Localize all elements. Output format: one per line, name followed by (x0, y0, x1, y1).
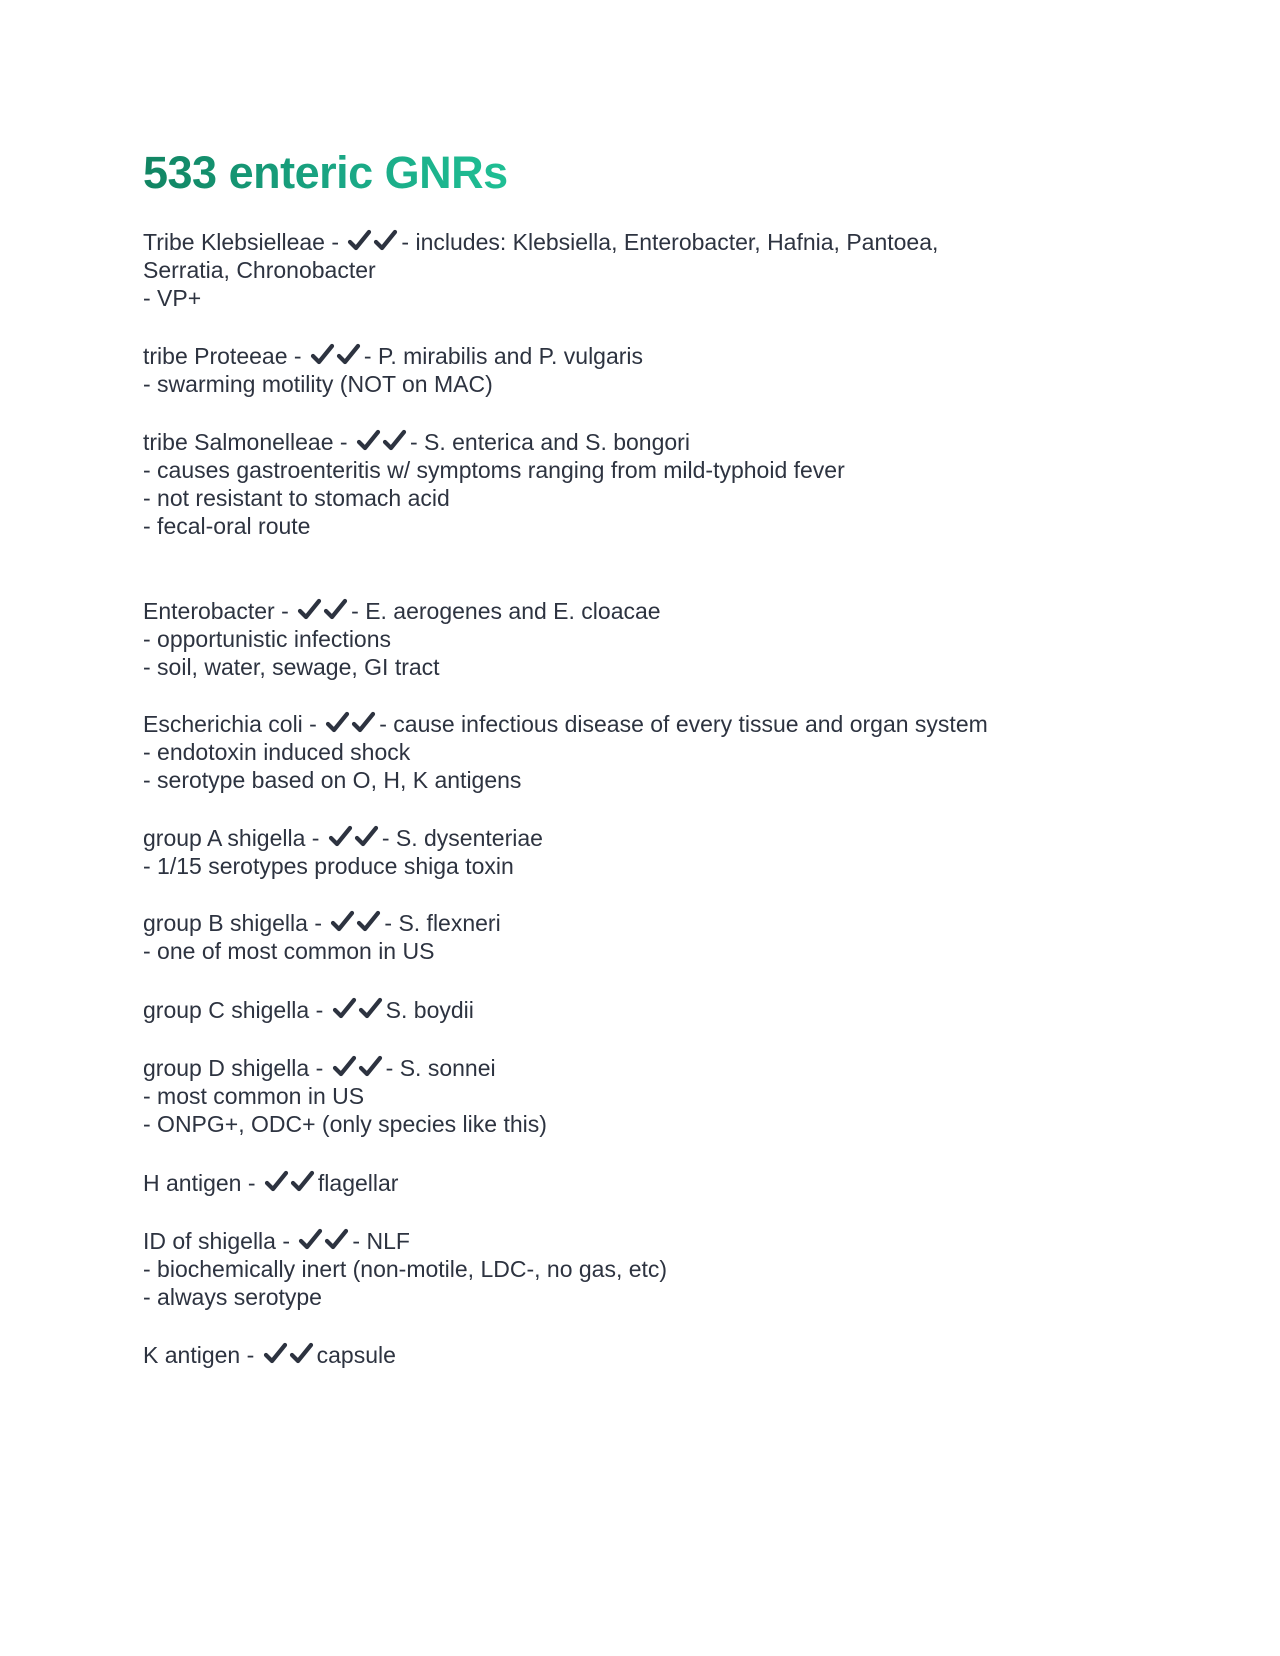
check-mark-icon (332, 997, 358, 1021)
card-first-line (143, 824, 1143, 852)
card-first-line (143, 428, 1143, 456)
check-mark-icon (310, 343, 336, 367)
card-term: Enterobacter - (143, 598, 289, 624)
card-term: Escherichia coli - (143, 711, 317, 737)
document-title: 533 enteric GNRs (143, 147, 508, 198)
card-line: - 1/15 serotypes produce shiga toxin (143, 853, 514, 879)
card-definition: - P. mirabilis and P. vulgaris (363, 343, 644, 369)
card-definition: - cause infectious disease of every tissue and organ system (379, 711, 988, 737)
check-marks (332, 996, 384, 1024)
card-first-line (143, 228, 1143, 256)
card-term: group B shigella - (143, 910, 322, 936)
card-line: - swarming motility (NOT on MAC) (143, 371, 493, 397)
check-mark-icon (347, 229, 373, 253)
check-mark-icon (289, 1342, 315, 1366)
card-first-line (143, 996, 1143, 1024)
check-mark-icon (324, 1228, 350, 1252)
check-mark-icon (354, 825, 380, 849)
card-term: K antigen - (143, 1342, 255, 1368)
card-first-line (143, 1054, 1143, 1082)
check-marks (310, 342, 362, 370)
check-marks (347, 228, 399, 256)
check-marks (325, 710, 377, 738)
card-first-line (143, 710, 1143, 738)
check-mark-icon (330, 910, 356, 934)
card-definition: - NLF (352, 1228, 410, 1254)
check-marks (328, 824, 380, 852)
check-mark-icon (323, 598, 349, 622)
card-definition: - E. aerogenes and E. cloacae (351, 598, 661, 624)
check-marks (264, 1169, 316, 1197)
check-mark-icon (382, 429, 408, 453)
card-first-line (143, 597, 1143, 625)
card-definition: capsule (316, 1342, 396, 1368)
flashcard-h-antigen (143, 1169, 1143, 1197)
card-definition: - includes: Klebsiella, Enterobacter, Hafnia, Pantoea, (401, 229, 939, 255)
check-mark-icon (263, 1342, 289, 1366)
card-term: group D shigella - (143, 1055, 324, 1081)
card-line: - opportunistic infections (143, 626, 392, 652)
card-definition: - S. sonnei (385, 1055, 496, 1081)
flashcard-enterobacter (143, 597, 1143, 681)
card-term: tribe Salmonelleae - (143, 429, 348, 455)
card-first-line (143, 1341, 1143, 1369)
check-mark-icon (332, 1055, 358, 1079)
flashcard-group-c-shigella (143, 996, 1143, 1024)
card-term: group C shigella - (143, 997, 324, 1023)
card-line: - most common in US (143, 1083, 365, 1109)
card-definition: - S. dysenteriae (381, 825, 543, 851)
check-mark-icon (336, 343, 362, 367)
check-mark-icon (264, 1170, 290, 1194)
card-first-line (143, 909, 1143, 937)
card-line: - soil, water, sewage, GI tract (143, 654, 440, 680)
check-marks (298, 1227, 350, 1255)
flashcard-k-antigen (143, 1341, 1143, 1369)
card-definition: - S. flexneri (384, 910, 501, 936)
check-mark-icon (328, 825, 354, 849)
card-term: ID of shigella - (143, 1228, 291, 1254)
card-line: - VP+ (143, 285, 202, 311)
check-mark-icon (373, 229, 399, 253)
card-definition: S. boydii (385, 997, 474, 1023)
card-line: - biochemically inert (non-motile, LDC-, no gas, etc) (143, 1256, 668, 1282)
flashcard-id-of-shigella (143, 1227, 1143, 1311)
flashcard-group-a-shigella (143, 824, 1143, 880)
card-line: - causes gastroenteritis w/ symptoms ranging from mild-typhoid fever (143, 457, 845, 483)
card-line: - one of most common in US (143, 938, 435, 964)
card-term: H antigen - (143, 1170, 256, 1196)
flashcard-escherichia-coli (143, 710, 1143, 794)
flashcard-salmonelleae (143, 428, 1143, 540)
check-marks (330, 909, 382, 937)
check-mark-icon (298, 1228, 324, 1252)
check-marks (332, 1054, 384, 1082)
card-line: - serotype based on O, H, K antigens (143, 767, 522, 793)
check-mark-icon (356, 429, 382, 453)
card-line: - ONPG+, ODC+ (only species like this) (143, 1111, 547, 1137)
card-line: - fecal-oral route (143, 513, 311, 539)
card-line: Serratia, Chronobacter (143, 257, 376, 283)
flashcard-group-b-shigella (143, 909, 1143, 965)
check-mark-icon (297, 598, 323, 622)
flashcard-proteeae (143, 342, 1143, 398)
card-term: tribe Proteeae - (143, 343, 302, 369)
check-mark-icon (358, 997, 384, 1021)
card-line: - always serotype (143, 1284, 322, 1310)
check-mark-icon (356, 910, 382, 934)
card-line: - endotoxin induced shock (143, 739, 411, 765)
card-term: group A shigella - (143, 825, 320, 851)
check-mark-icon (358, 1055, 384, 1079)
card-definition: - S. enterica and S. bongori (409, 429, 690, 455)
check-mark-icon (351, 711, 377, 735)
check-mark-icon (290, 1170, 316, 1194)
card-first-line (143, 1227, 1143, 1255)
card-first-line (143, 1169, 1143, 1197)
check-marks (356, 428, 408, 456)
card-definition: flagellar (317, 1170, 399, 1196)
card-line: - not resistant to stomach acid (143, 485, 450, 511)
flashcard-group-d-shigella (143, 1054, 1143, 1138)
card-term: Tribe Klebsielleae - (143, 229, 340, 255)
card-first-line (143, 342, 1143, 370)
flashcard-klebsielleae (143, 228, 1143, 312)
check-marks (297, 597, 349, 625)
check-mark-icon (325, 711, 351, 735)
check-marks (263, 1341, 315, 1369)
